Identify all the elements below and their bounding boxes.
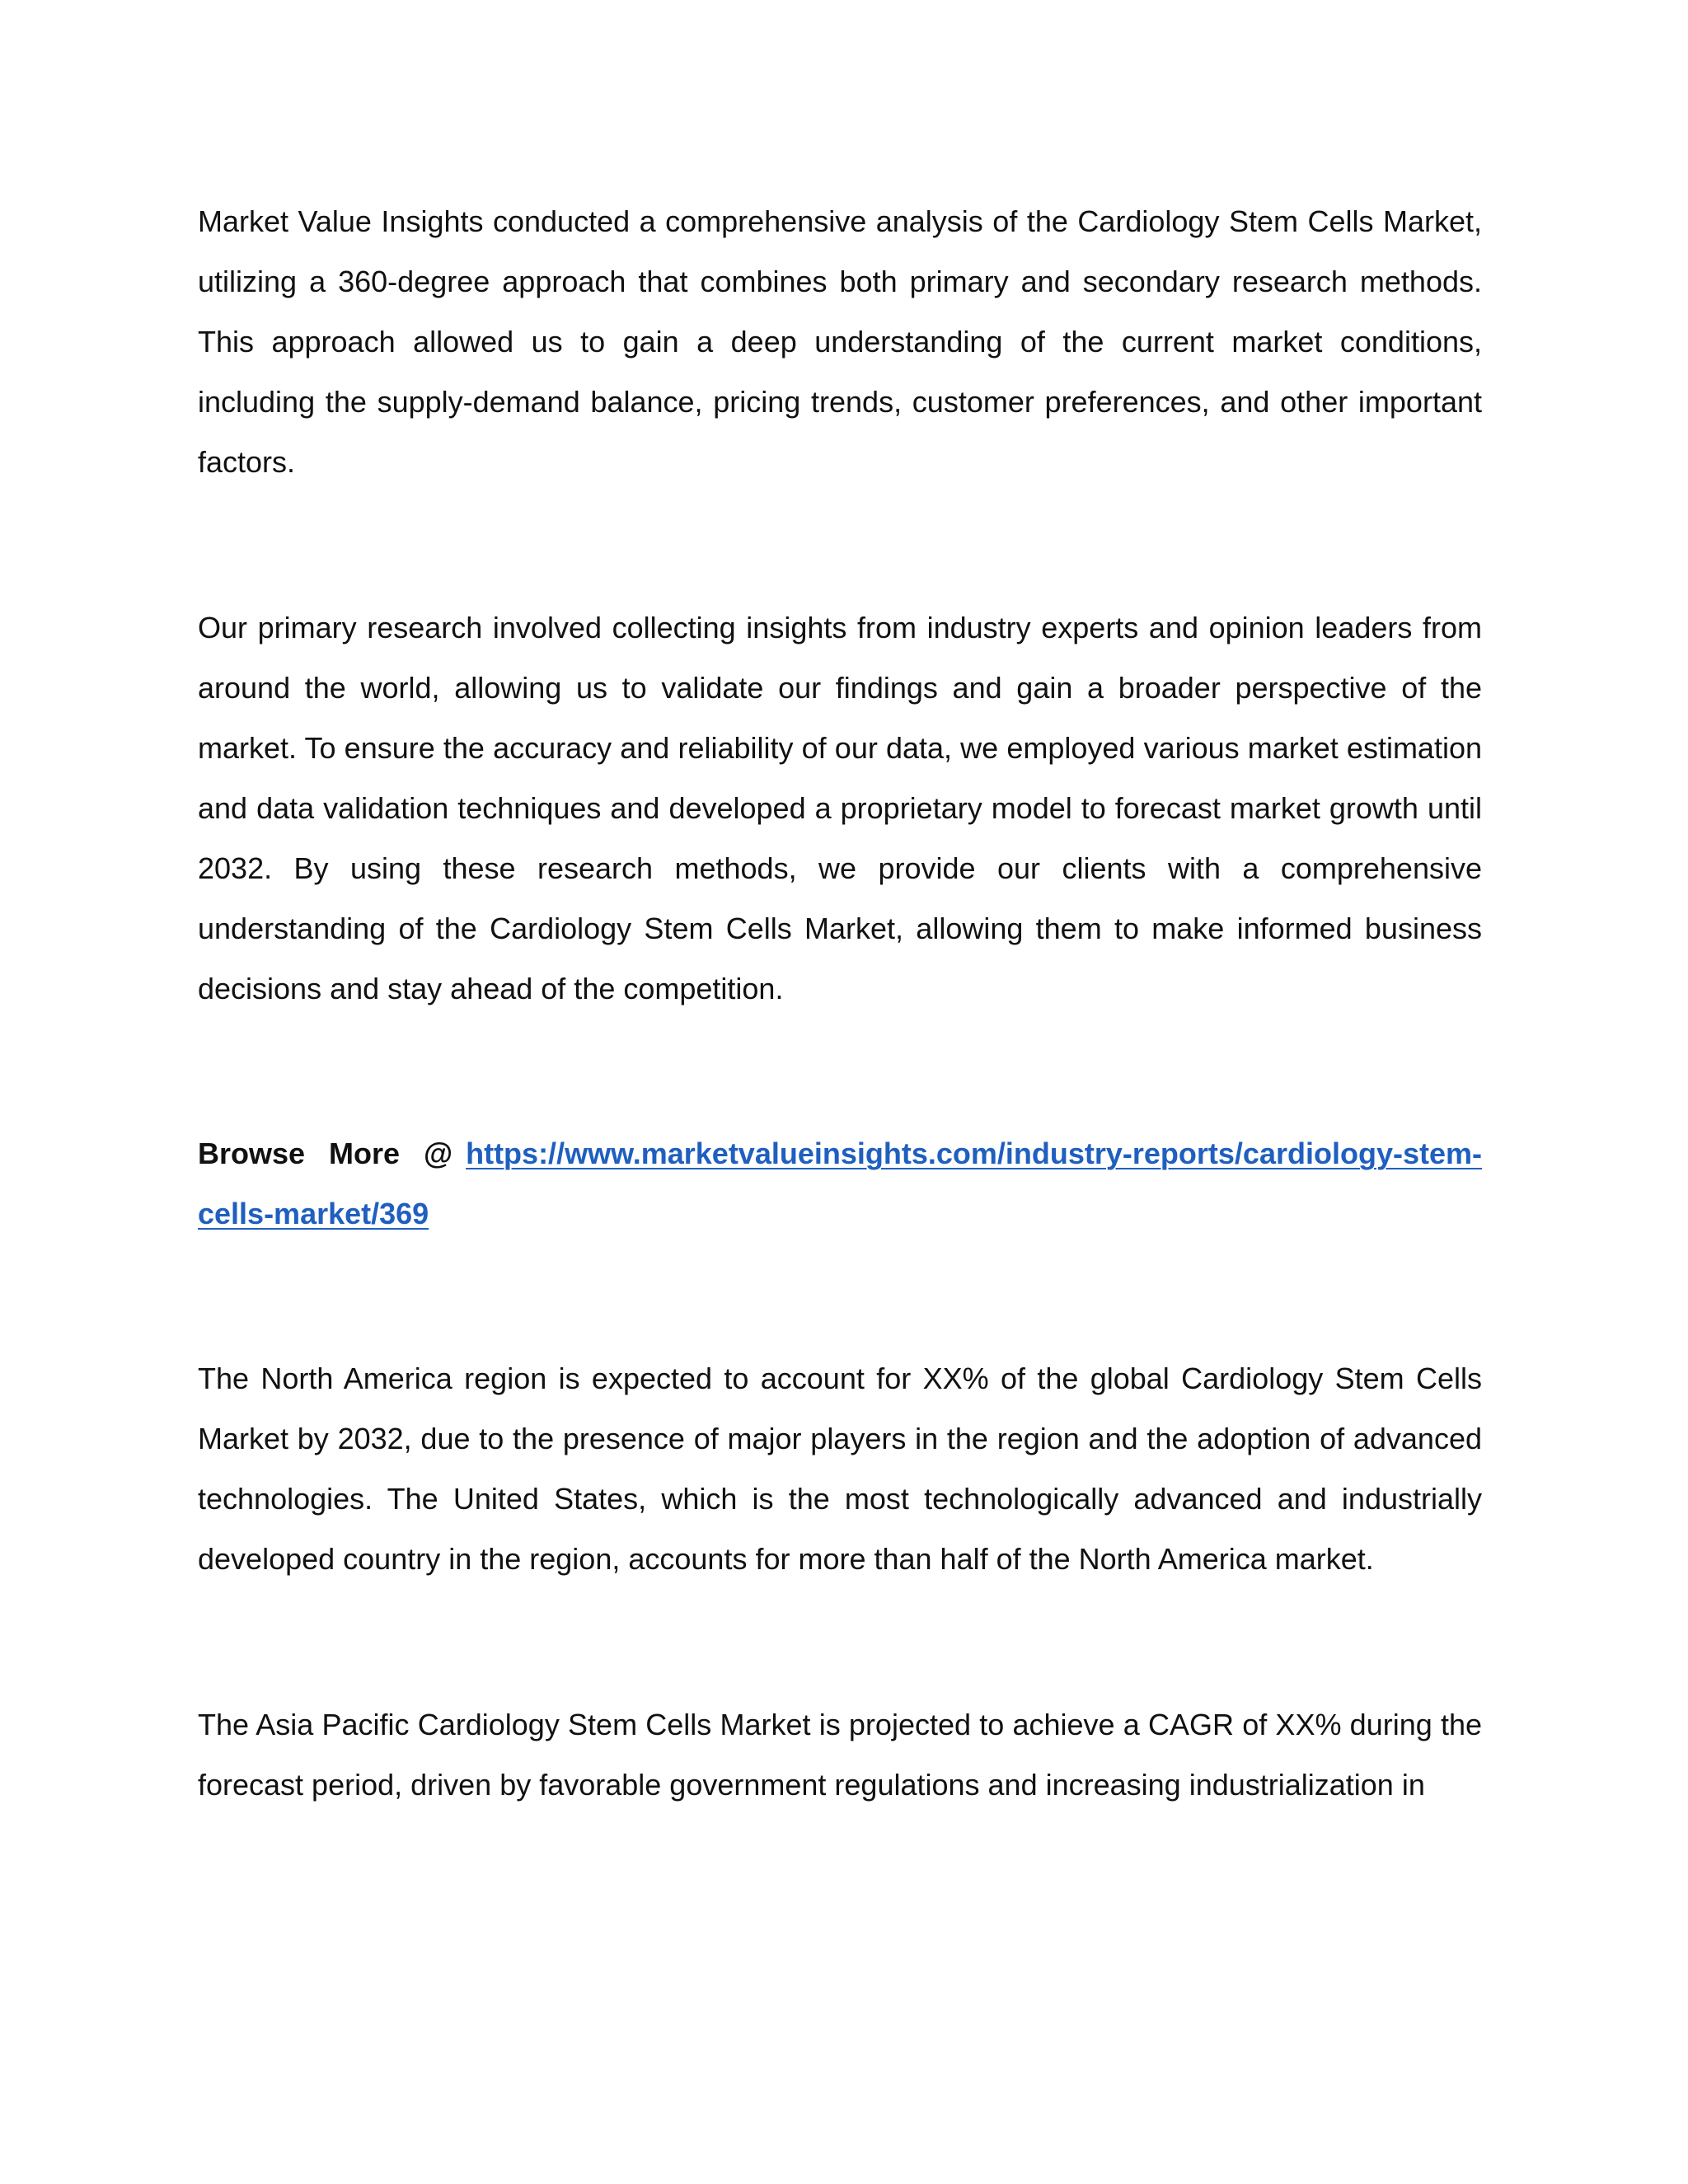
browse-more-label: Browse More @	[198, 1137, 453, 1170]
report-link[interactable]: https://www.marketvalueinsights.com/industry-reports/cardiology-stem-cells-market/369	[198, 1137, 1482, 1230]
paragraph-primary-research: Our primary research involved collecting insights from industry experts and opinion leaders from around the world, allowing us to validate our findings and gain a broader perspective of the market. To ensure the accuracy and reliability of our data, we employed various market estimation and data validation techniques and developed a proprietary model to forecast market growth until 2032. By using these research methods, we provide our clients with a comprehensive understanding of the Cardiology Stem Cells Market, allowing them to make informed business decisions and stay ahead of the competition.	[198, 611, 1482, 1005]
paragraph-north-america: The North America region is expected to account for XX% of the global Cardiology Stem Cells Market by 2032, due to the presence of major players in the region and the adoption of advanced technologies. The United States, which is the most technologically advanced and industrially developed country in the region, accounts for more than half of the North America market.	[198, 1361, 1482, 1576]
document-body	[198, 191, 1482, 1815]
paragraph-asia-pacific: The Asia Pacific Cardiology Stem Cells Market is projected to achieve a CAGR of XX% during the forecast period, driven by favorable government regulations and increasing industrialization in	[198, 1708, 1482, 1802]
paragraph-research-approach: Market Value Insights conducted a comprehensive analysis of the Cardiology Stem Cells Market, utilizing a 360-degree approach that combines both primary and secondary research methods. This approach allowed us to gain a deep understanding of the current market conditions, including the supply-demand balance, pricing trends, customer preferences, and other important factors.	[198, 204, 1482, 479]
browse-more-line	[198, 1123, 1482, 1244]
